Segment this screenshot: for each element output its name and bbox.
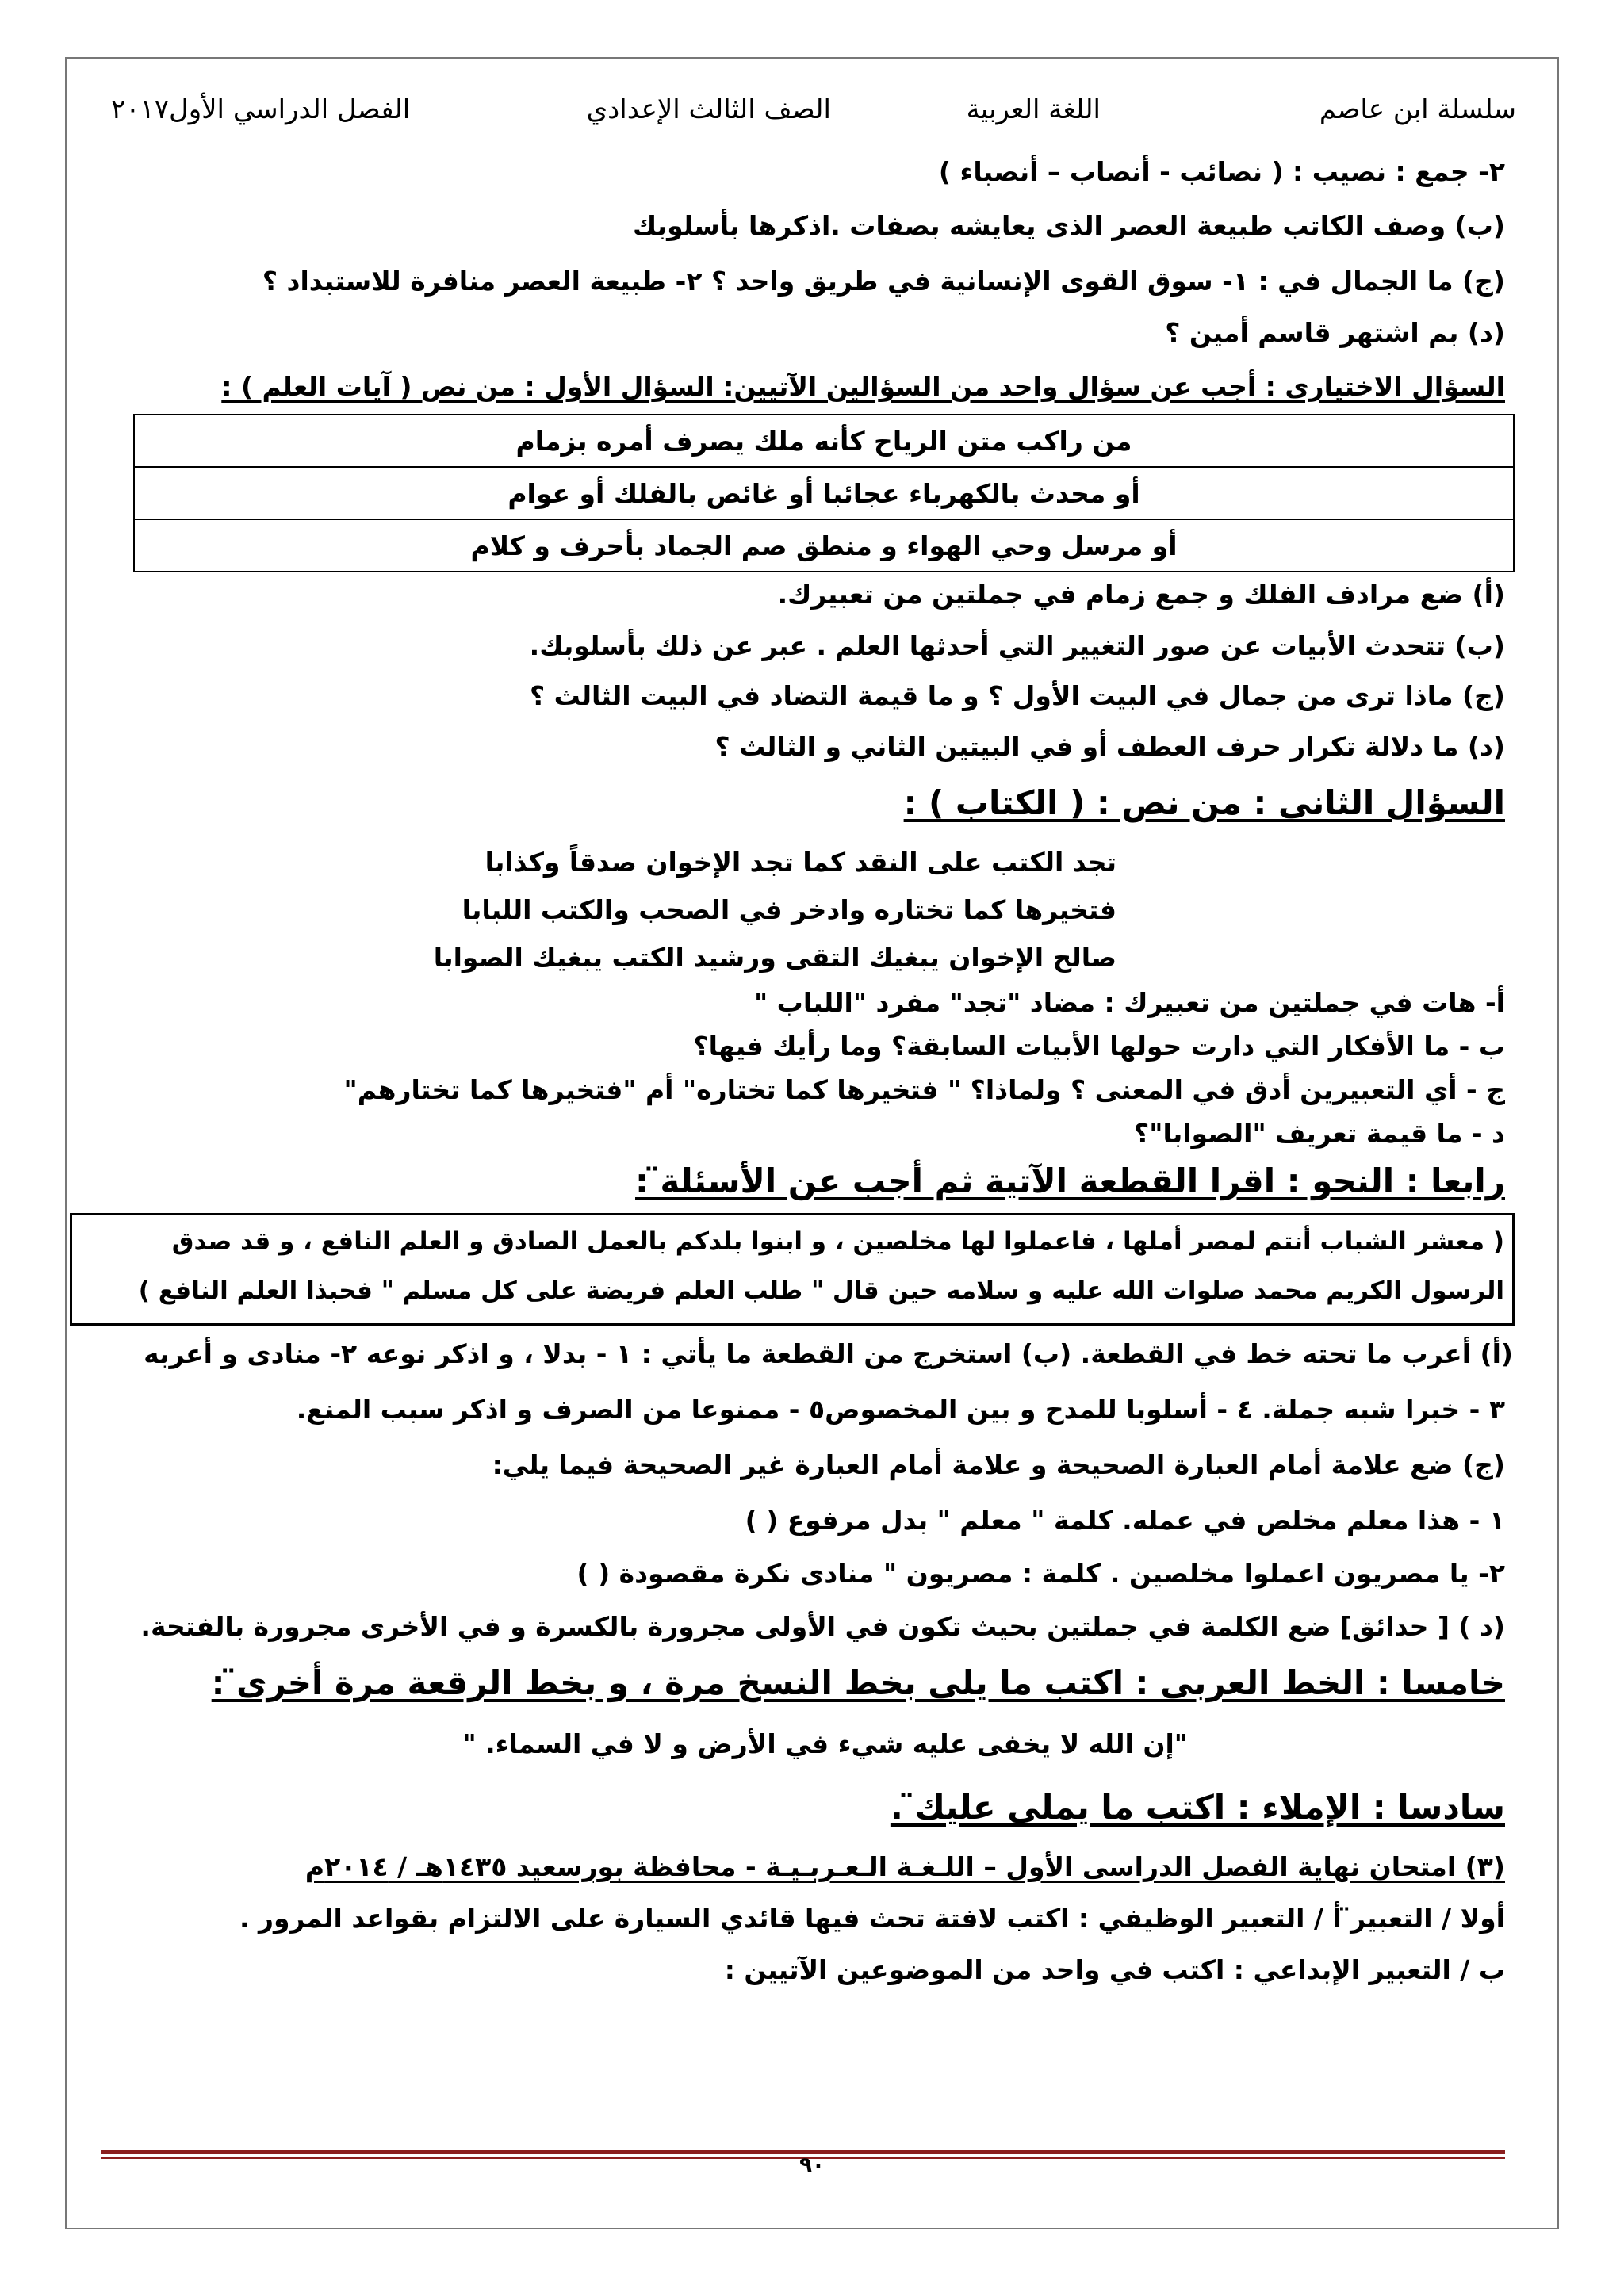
grammar-heading: رابعا : النحو : اقرا القطعة الآتية ثم أجب عن الأسئلة̈ : (635, 1161, 1505, 1200)
header-term: الفصل الدراسي الأول٢٠١٧ (111, 94, 411, 125)
optional-question-heading: السؤال الاختيارى : أجب عن سؤال واحد من السؤالين الآتيين: السؤال الأول : من نص ( آيات العلم ) : (221, 371, 1505, 402)
grammar-passage-line: ( معشر الشباب أنتم لمصر أملها ، فاعملوا لها مخلصين ، و ابنوا بلدكم بالعمل الصادق و العلم النافع ، و قد صدق (171, 1227, 1504, 1256)
optional-question-c: (ج) ماذا ترى من جمال في البيت الأول ؟ و ما قيمة التضاد في البيت الثالث ؟ (530, 680, 1505, 711)
grammar-statement-2: ٢- يا مصريون اعملوا مخلصين . كلمة : مصريون " منادى نكرة مقصودة ( ) (576, 1558, 1505, 1589)
grammar-question-d: (د ) [ حدائق] ضع الكلمة في جملتين بحيث تكون في الأولى مجرورة بالكسرة و في الأخرى مجرورة بالفتحة. (140, 1611, 1505, 1642)
second-question-a: أ- هات في جملتين من تعبيرك : مضاد "تجد" مفرد "اللباب " (753, 987, 1505, 1018)
question-d: (د) بم اشتهر قاسم أمين ؟ (1165, 317, 1505, 348)
grammar-question-items: ٣ - خبرا شبه جملة. ٤ - أسلوبا للمدح و بين المخصوص٥ - ممنوعا من الصرف و اذكر سبب المنع. (296, 1394, 1505, 1425)
poem-verse: أو مرسل وحي الهواء و منطق صم الجماد بأحرف و كلام (134, 519, 1514, 572)
grammar-question-c: (ج) ضع علامة أمام العبارة الصحيحة و علامة أمام العبارة غير الصحيحة فيما يلي: (492, 1449, 1505, 1480)
grammar-passage-box (70, 1213, 1515, 1326)
book-verse: تجد الكتب على النقد كما تجد الإخوان صدقاً وكذابا (485, 847, 1116, 878)
question-b: (ب) وصف الكاتب طبيعة العصر الذى يعايشه بصفات .اذكرها بأسلوبك (633, 210, 1505, 241)
second-question-b: ب - ما الأفكار التي دارت حولها الأبيات السابقة؟ وما رأيك فيها؟ (693, 1031, 1505, 1062)
poem-verse: من راكب متن الرياح كأنه ملك يصرف أمره بزمام (134, 415, 1514, 467)
header-subject: اللغة العربية (966, 94, 1101, 125)
poem-verse: أو محدث بالكهرباء عجائبا أو غائص بالفلك أو عوام (134, 467, 1514, 519)
book-verse: فتخيرها كما تختاره وادخر في الصحب والكتب اللبابا (462, 894, 1116, 925)
second-question-d: د - ما قيمة تعريف "الصوابا"؟ (1134, 1118, 1505, 1149)
dictation-heading: سادسا : الإملاء : اكتب ما يملى عليك̈ . (890, 1788, 1505, 1827)
header-series: سلسلة ابن عاصم (1319, 94, 1516, 125)
expression-creative: ب / التعبير الإبداعي : اكتب في واحد من الموضوعين الآتيين : (724, 1954, 1505, 1985)
optional-question-a: (أ) ضع مرادف الفلك و جمع زمام في جملتين من تعبيرك. (777, 579, 1505, 610)
page-number: ٩٠ (799, 2153, 825, 2177)
grammar-statement-1: ١ - هذا معلم مخلص في عمله. كلمة " معلم " بدل مرفوع ( ) (745, 1505, 1505, 1536)
question-c: (ج) ما الجمال في : ١- سوق القوى الإنسانية في طريق واحد ؟ ٢- طبيعة العصر منافرة للاستبداد ؟ (262, 266, 1505, 297)
header-grade: الصف الثالث الإعدادي (586, 94, 831, 125)
grammar-question-ab: (أ) أعرب ما تحته خط في القطعة. (ب) استخرج من القطعة ما يأتي : ١ - بدلا ، و اذكر نوعه ٢- منادى و أعربه (144, 1338, 1513, 1369)
plural-answer-line: ٢- جمع : نصيب : ( نصائب - أنصاب – أنصباء ) (938, 156, 1505, 187)
exam-title: (٣) امتحان نهاية الفصل الدراسى الأول – اللـغـة الـعـربـيـة - محافظة بورسعيد ١٤٣٥هـ / ٢٠١٤م (304, 1851, 1505, 1882)
poem-table (133, 414, 1515, 572)
calligraphy-quote: "إن الله لا يخفى عليه شيء في الأرض و لا في السماء. " (462, 1728, 1188, 1759)
calligraphy-heading: خامسا : الخط العربى : اكتب ما يلى بخط النسخ مرة ، و بخط الرقعة مرة أخرى̈ : (211, 1663, 1505, 1702)
grammar-passage-line: الرسول الكريم محمد صلوات الله عليه و سلامه حين قال " طلب العلم فريضة على كل مسلم " فحبذا العلم النافع ) (138, 1276, 1504, 1305)
second-question-c: ج - أي التعبيرين أدق في المعنى ؟ ولماذا؟ " فتخيرها كما تختاره" أم "فتخيرها كما تختارهم" (343, 1074, 1505, 1105)
optional-question-d: (د) ما دلالة تكرار حرف العطف أو في البيتين الثاني و الثالث ؟ (714, 731, 1505, 762)
expression-functional: أولا / التعبير̈ أ / التعبير الوظيفي : اكتب لافتة تحث فيها قائدي السيارة على الالتزام بقواعد المرور . (239, 1903, 1505, 1934)
second-question-heading: السؤال الثانى : من نص : ( الكتاب ) : (903, 783, 1505, 822)
optional-question-b: (ب) تتحدث الأبيات عن صور التغيير التي أحدثها العلم . عبر عن ذلك بأسلوبك. (529, 630, 1505, 661)
book-verse: صالح الإخوان يبغيك التقى ورشيد الكتب يبغيك الصوابا (433, 942, 1116, 973)
